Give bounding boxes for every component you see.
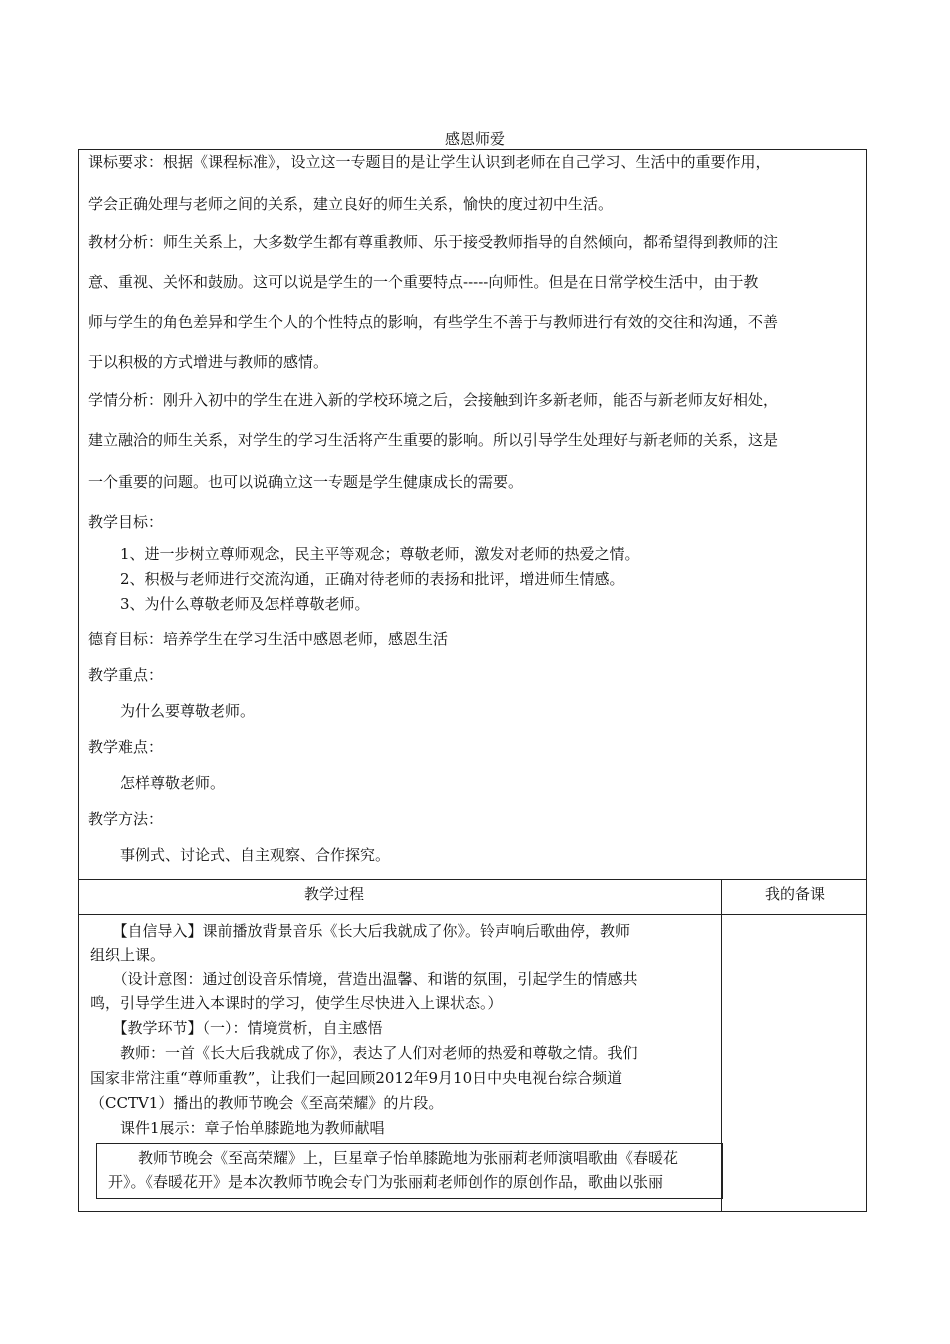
textbook-line-3: 师与学生的角色差异和学生个人的个性特点的影响，有些学生不善于与教师进行有效的交往和沟通，不善	[88, 313, 779, 331]
goals-label: 教学目标：	[88, 513, 164, 531]
process-line-5: 【教学环节】（一）：情境赏析，自主感悟	[90, 1019, 383, 1037]
process-line-9: 课件1展示：章子怡单膝跪地为教师献唱	[90, 1119, 385, 1137]
process-line-7: 国家非常注重“尊师重教”，让我们一起回顾2012年9月10日中央电视台综合频道	[90, 1069, 623, 1087]
key-point-label: 教学重点：	[88, 666, 164, 684]
header-divider	[78, 914, 867, 915]
method-label: 教学方法：	[88, 810, 164, 828]
process-line-6: 教师：一首《长大后我就成了你》，表达了人们对老师的热爱和尊敬之情。我们	[90, 1044, 638, 1062]
student-line-1: 学情分析：刚升入初中的学生在进入新的学校环境之后，会接触到许多新老师，能否与新老师友好相处，	[88, 391, 779, 409]
notes-header: 我的备课	[765, 885, 826, 903]
goal-item-3: 3、为什么尊敬老师及怎样尊敬老师。	[120, 595, 370, 613]
textbook-line-1: 教材分析：师生关系上，大多数学生都有尊重教师、乐于接受教师指导的自然倾向，都希望得到教师的注	[88, 233, 779, 251]
process-header: 教学过程	[304, 885, 365, 903]
process-line-1: 【自信导入】课前播放背景音乐《长大后我就成了你》。铃声响后歌曲停，教师	[90, 922, 631, 940]
quote-line-1: 教师节晚会《至高荣耀》上，巨星章子怡单膝跪地为张丽莉老师演唱歌曲《春暖花	[108, 1149, 679, 1167]
moral-goal: 德育目标：培养学生在学习生活中感恩老师，感恩生活	[88, 630, 449, 648]
standard-line-2: 学会正确处理与老师之间的关系，建立良好的师生关系，愉快的度过初中生活。	[88, 195, 614, 213]
key-point: 为什么要尊敬老师。	[120, 702, 256, 720]
standard-line-1: 课标要求：根据《课程标准》，设立这一专题目的是让学生认识到老师在自己学习、生活中的重要作用，	[88, 153, 771, 171]
student-line-3: 一个重要的问题。也可以说确立这一专题是学生健康成长的需要。	[88, 473, 524, 491]
difficult-point: 怎样尊敬老师。	[120, 774, 226, 792]
process-line-8: （CCTV1）播出的教师节晚会《至高荣耀》的片段。	[90, 1094, 444, 1112]
process-line-3: （设计意图：通过创设音乐情境，营造出温馨、和谐的氛围，引起学生的情感共	[90, 970, 638, 988]
process-line-4: 鸣，引导学生进入本课时的学习，使学生尽快进入上课状态。）	[90, 994, 503, 1012]
textbook-line-2: 意、重视、关怀和鼓励。这可以说是学生的一个重要特点-----向师性。但是在日常学校生活中，由于教	[88, 273, 759, 291]
student-line-2: 建立融洽的师生关系，对学生的学习生活将产生重要的影响。所以引导学生处理好与新老师的关系，这是	[88, 431, 779, 449]
textbook-line-4: 于以积极的方式增进与教师的感情。	[88, 353, 329, 371]
difficult-label: 教学难点：	[88, 738, 164, 756]
quote-line-2: 开》。《春暖花开》是本次教师节晚会专门为张丽莉老师创作的原创作品，歌曲以张丽	[108, 1173, 664, 1191]
goal-item-1: 1、进一步树立尊师观念，民主平等观念；尊敬老师，激发对老师的热爱之情。	[120, 545, 640, 563]
page-title: 感恩师爱	[444, 130, 505, 148]
method: 事例式、讨论式、自主观察、合作探究。	[120, 846, 391, 864]
process-line-2: 组织上课。	[90, 946, 166, 964]
goal-item-2: 2、积极与老师进行交流沟通，正确对待老师的表扬和批评，增进师生情感。	[120, 570, 625, 588]
